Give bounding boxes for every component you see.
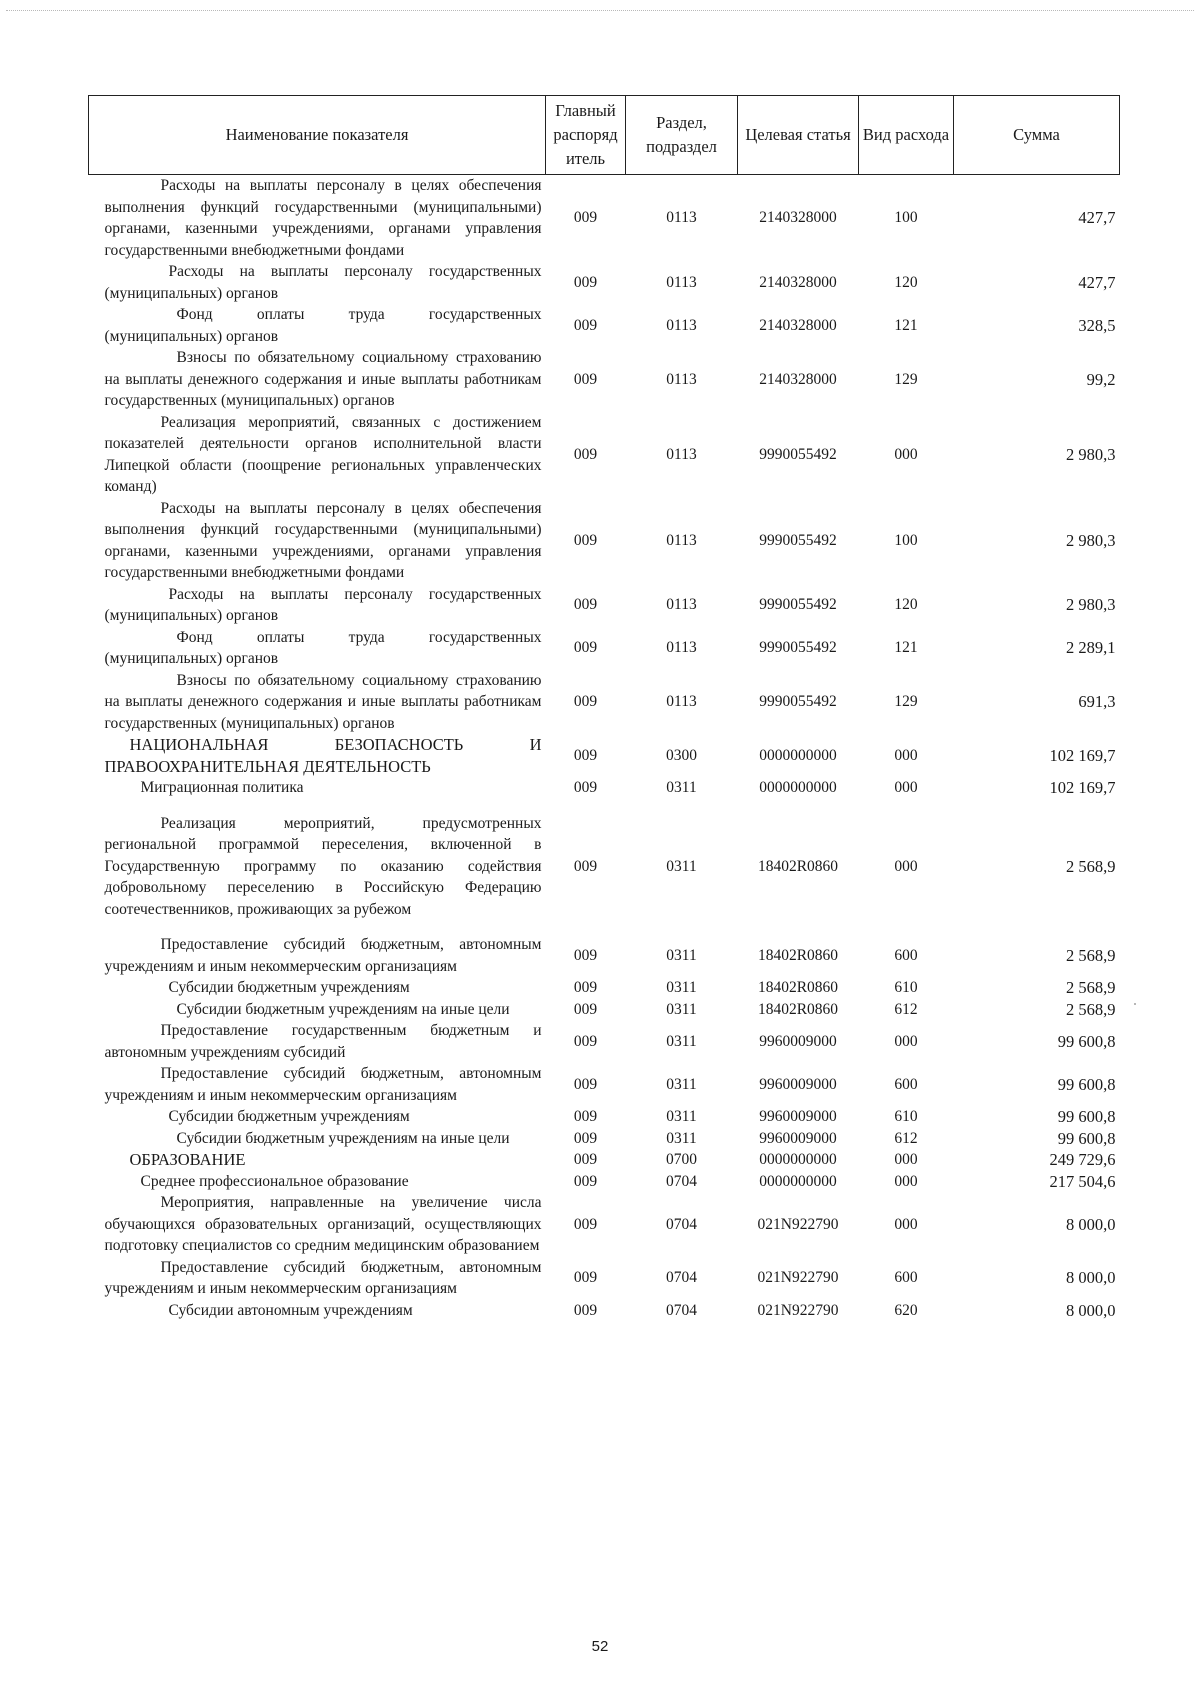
row-section: 0311 bbox=[666, 1108, 697, 1125]
row-sum: 2 980,3 bbox=[1066, 530, 1116, 550]
row-sum: 328,5 bbox=[1078, 315, 1116, 335]
row-name: ОБРАЗОВАНИЕ bbox=[129, 1150, 246, 1169]
row-sum: 2 289,1 bbox=[1066, 638, 1116, 658]
row-name: Субсидии бюджетным учреждениям bbox=[168, 1108, 410, 1125]
row-sum: 427,7 bbox=[1078, 208, 1116, 228]
row-article: 9960009000 bbox=[759, 1075, 837, 1093]
row-grbs: 009 bbox=[573, 979, 598, 996]
row-kind: 610 bbox=[894, 979, 918, 996]
row-sum: 2 980,3 bbox=[1066, 595, 1116, 615]
row-article: 18402R0860 bbox=[757, 1000, 839, 1018]
row-grbs: 009 bbox=[573, 316, 598, 334]
row-grbs: 009 bbox=[573, 1151, 598, 1168]
table-row bbox=[89, 175, 1120, 262]
page-number: 52 bbox=[591, 1638, 609, 1655]
table-header bbox=[89, 96, 1120, 175]
row-article: 18402R0860 bbox=[757, 857, 839, 875]
row-section: 0113 bbox=[666, 370, 697, 388]
table-row bbox=[89, 813, 1120, 921]
row-name: Фонд оплаты труда государственных (муниципальных) органов bbox=[104, 306, 542, 345]
table-row bbox=[89, 412, 1120, 498]
row-grbs: 009 bbox=[573, 1129, 598, 1147]
row-grbs: 009 bbox=[573, 857, 598, 875]
table-row bbox=[89, 304, 1120, 347]
table-row-section bbox=[89, 1149, 1120, 1171]
row-sum: 2 568,9 bbox=[1066, 978, 1116, 997]
row-name: Субсидии бюджетным учреждениям bbox=[168, 979, 410, 996]
row-name: Среднее профессиональное образование bbox=[140, 1172, 409, 1190]
header-kind: Вид расхода bbox=[859, 96, 954, 175]
row-kind: 120 bbox=[894, 596, 918, 614]
row-kind: 620 bbox=[894, 1301, 918, 1319]
row-article: 9990055492 bbox=[759, 596, 837, 614]
row-sum: 99 600,8 bbox=[1057, 1107, 1116, 1126]
row-section: 0311 bbox=[666, 857, 697, 875]
row-kind: 000 bbox=[894, 857, 918, 875]
row-name: Субсидии бюджетным учреждениям на иные цели bbox=[176, 1129, 510, 1147]
row-article: 021N922790 bbox=[757, 1215, 839, 1233]
table-row bbox=[89, 777, 1120, 799]
table-row bbox=[89, 670, 1120, 735]
budget-table bbox=[88, 95, 1120, 1321]
row-sum: 2 568,9 bbox=[1066, 945, 1116, 965]
row-section: 0311 bbox=[666, 1000, 697, 1018]
row-name: Расходы на выплаты персоналу в целях обеспечения выполнения функций государственными (муниципальными) органами, казенными учреждениями, органами управления государственными внебюджетными фондами bbox=[104, 499, 542, 581]
row-kind: 612 bbox=[894, 1000, 918, 1018]
row-article: 9990055492 bbox=[759, 445, 837, 463]
row-section: 0113 bbox=[666, 596, 697, 614]
row-grbs: 009 bbox=[573, 746, 598, 764]
row-sum: 8 000,0 bbox=[1066, 1214, 1116, 1234]
row-article: 021N922790 bbox=[757, 1269, 839, 1287]
row-grbs: 009 bbox=[573, 693, 598, 710]
row-grbs: 009 bbox=[573, 1172, 598, 1190]
row-kind: 612 bbox=[894, 1129, 918, 1147]
table-row bbox=[89, 999, 1120, 1021]
row-section: 0311 bbox=[666, 1129, 697, 1147]
row-article: 18402R0860 bbox=[757, 979, 839, 996]
row-kind: 600 bbox=[894, 1075, 918, 1093]
row-section: 0311 bbox=[666, 979, 697, 996]
row-grbs: 009 bbox=[573, 209, 598, 227]
row-grbs: 009 bbox=[573, 1032, 598, 1050]
row-kind: 000 bbox=[894, 746, 918, 764]
table-row bbox=[89, 1020, 1120, 1063]
row-grbs: 009 bbox=[573, 531, 598, 549]
row-article: 2140328000 bbox=[759, 370, 837, 388]
row-section: 0704 bbox=[666, 1269, 697, 1287]
row-grbs: 009 bbox=[573, 273, 598, 291]
row-sum: 99,2 bbox=[1086, 369, 1116, 389]
header-name: Наименование показателя bbox=[89, 96, 546, 175]
row-kind: 129 bbox=[894, 693, 918, 710]
row-sum: 2 568,9 bbox=[1066, 856, 1116, 876]
row-section: 0113 bbox=[666, 273, 697, 291]
row-grbs: 009 bbox=[573, 1301, 598, 1319]
row-name: Взносы по обязательному социальному страхованию на выплаты денежного содержания и иные выплаты работникам государственных (муниципальных) органов bbox=[104, 349, 542, 409]
row-section: 0311 bbox=[666, 1075, 697, 1093]
row-article: 0000000000 bbox=[759, 1172, 837, 1190]
row-article: 9960009000 bbox=[759, 1129, 837, 1147]
row-section: 0311 bbox=[666, 779, 697, 796]
row-kind: 000 bbox=[894, 445, 918, 463]
row-kind: 600 bbox=[894, 1269, 918, 1287]
row-grbs: 009 bbox=[573, 1108, 598, 1125]
table-spacer bbox=[89, 799, 1120, 813]
table-row bbox=[89, 934, 1120, 977]
row-section: 0113 bbox=[666, 445, 697, 463]
row-name: Реализация мероприятий, предусмотренных региональной программой переселения, включенной в Государственную программу по оказанию содействия добровольному переселению в Российскую Федерацию соотечественников, проживающих за рубежом bbox=[104, 814, 542, 918]
table-row bbox=[89, 347, 1120, 412]
row-kind: 121 bbox=[894, 316, 918, 334]
table-row bbox=[89, 584, 1120, 627]
row-section: 0311 bbox=[666, 1032, 697, 1050]
row-kind: 100 bbox=[894, 531, 918, 549]
row-name: Предоставление субсидий бюджетным, автономным учреждениям и иным некоммерческим организациям bbox=[104, 936, 542, 975]
row-grbs: 009 bbox=[573, 1000, 598, 1018]
row-grbs: 009 bbox=[573, 1269, 598, 1287]
table-spacer bbox=[89, 920, 1120, 934]
row-article: 0000000000 bbox=[759, 1151, 837, 1168]
header-article: Целевая статья bbox=[738, 96, 859, 175]
row-kind: 610 bbox=[894, 1108, 918, 1125]
row-name: Расходы на выплаты персоналу в целях обеспечения выполнения функций государственными (муниципальными) органами, казенными учреждениями, органами управления государственными внебюджетными фондами bbox=[104, 177, 542, 259]
row-article: 9960009000 bbox=[759, 1108, 837, 1125]
row-section: 0113 bbox=[666, 693, 697, 710]
row-name: НАЦИОНАЛЬНАЯ БЕЗОПАСНОСТЬ И ПРАВООХРАНИТЕЛЬНАЯ ДЕЯТЕЛЬНОСТЬ bbox=[104, 735, 542, 776]
row-name: Миграционная политика bbox=[140, 779, 304, 796]
row-article: 2140328000 bbox=[759, 316, 837, 334]
row-grbs: 009 bbox=[573, 1215, 598, 1233]
table-row bbox=[89, 977, 1120, 999]
table-row bbox=[89, 498, 1120, 584]
row-name: Взносы по обязательному социальному страхованию на выплаты денежного содержания и иные выплаты работникам государственных (муниципальных) органов bbox=[104, 671, 542, 732]
header-section: Раздел, подраздел bbox=[626, 96, 738, 175]
row-sum: 691,3 bbox=[1078, 692, 1116, 711]
row-name: Субсидии автономным учреждениям bbox=[168, 1301, 413, 1319]
header-sum: Сумма bbox=[954, 96, 1120, 175]
row-sum: 2 568,9 bbox=[1066, 999, 1116, 1019]
row-article: 2140328000 bbox=[759, 273, 837, 291]
row-section: 0113 bbox=[666, 209, 697, 227]
row-grbs: 009 bbox=[573, 639, 598, 657]
header-grbs: Главный распоряд итель bbox=[546, 96, 626, 175]
row-sum: 217 504,6 bbox=[1049, 1171, 1116, 1191]
row-article: 2140328000 bbox=[759, 209, 837, 227]
row-sum: 99 600,8 bbox=[1057, 1128, 1116, 1148]
row-kind: 000 bbox=[894, 1172, 918, 1190]
table-row bbox=[89, 261, 1120, 304]
row-article: 9990055492 bbox=[759, 693, 837, 710]
row-name: Субсидии бюджетным учреждениям на иные цели bbox=[176, 1000, 510, 1018]
row-name: Расходы на выплаты персоналу государственных (муниципальных) органов bbox=[104, 263, 542, 302]
row-section: 0704 bbox=[666, 1301, 697, 1319]
row-section: 0113 bbox=[666, 531, 697, 549]
table-row bbox=[89, 627, 1120, 670]
row-section: 0113 bbox=[666, 316, 697, 334]
row-name: Реализация мероприятий, связанных с достижением показателей деятельности органов исполнительной власти Липецкой области (поощрение региональных управленческих команд) bbox=[104, 413, 542, 495]
row-name: Предоставление государственным бюджетным и автономным учреждениям субсидий bbox=[104, 1022, 542, 1061]
row-article: 9990055492 bbox=[759, 639, 837, 657]
row-sum: 99 600,8 bbox=[1057, 1031, 1116, 1051]
scan-top-rule bbox=[6, 10, 1194, 11]
row-grbs: 009 bbox=[573, 445, 598, 463]
scan-speck bbox=[1134, 1003, 1136, 1005]
row-kind: 000 bbox=[894, 779, 918, 796]
row-name: Предоставление субсидий бюджетным, автономным учреждениям и иным некоммерческим организациям bbox=[104, 1258, 542, 1297]
row-article: 9960009000 bbox=[759, 1032, 837, 1050]
row-sum: 2 980,3 bbox=[1066, 444, 1116, 464]
row-kind: 129 bbox=[894, 370, 918, 388]
row-kind: 000 bbox=[894, 1151, 918, 1168]
row-kind: 121 bbox=[894, 639, 918, 657]
row-grbs: 009 bbox=[573, 596, 598, 614]
row-kind: 120 bbox=[894, 273, 918, 291]
table-row bbox=[89, 1192, 1120, 1257]
row-kind: 100 bbox=[894, 209, 918, 227]
row-section: 0311 bbox=[666, 946, 697, 964]
row-name: Мероприятия, направленные на увеличение числа обучающихся образовательных организаций, осуществляющих подготовку специалистов со средним медицинским образованием bbox=[104, 1194, 542, 1254]
row-sum: 99 600,8 bbox=[1057, 1074, 1116, 1094]
row-section: 0704 bbox=[666, 1172, 697, 1190]
table-row bbox=[89, 1106, 1120, 1128]
row-name: Фонд оплаты труда государственных (муниципальных) органов bbox=[104, 628, 542, 667]
row-grbs: 009 bbox=[573, 779, 598, 796]
row-name: Предоставление субсидий бюджетным, автономным учреждениям и иным некоммерческим организациям bbox=[104, 1065, 542, 1104]
row-section: 0113 bbox=[666, 639, 697, 657]
row-article: 0000000000 bbox=[759, 746, 837, 764]
row-sum: 249 729,6 bbox=[1049, 1150, 1116, 1169]
row-section: 0300 bbox=[666, 746, 697, 764]
table-row bbox=[89, 1171, 1120, 1193]
table-row-section bbox=[89, 734, 1120, 777]
table-body bbox=[89, 175, 1120, 1322]
table-row bbox=[89, 1257, 1120, 1300]
table-row bbox=[89, 1300, 1120, 1322]
row-article: 18402R0860 bbox=[757, 946, 839, 964]
row-sum: 102 169,7 bbox=[1049, 745, 1116, 765]
row-article: 021N922790 bbox=[757, 1301, 839, 1319]
row-sum: 102 169,7 bbox=[1049, 778, 1116, 797]
row-article: 0000000000 bbox=[759, 779, 837, 796]
row-name: Расходы на выплаты персоналу государственных (муниципальных) органов bbox=[104, 585, 542, 624]
row-sum: 8 000,0 bbox=[1066, 1268, 1116, 1288]
table-row bbox=[89, 1063, 1120, 1106]
row-grbs: 009 bbox=[573, 946, 598, 964]
row-article: 9990055492 bbox=[759, 531, 837, 549]
row-grbs: 009 bbox=[573, 1075, 598, 1093]
row-sum: 8 000,0 bbox=[1066, 1300, 1116, 1320]
row-kind: 000 bbox=[894, 1215, 918, 1233]
row-grbs: 009 bbox=[573, 370, 598, 388]
row-sum: 427,7 bbox=[1078, 272, 1116, 292]
row-kind: 600 bbox=[894, 946, 918, 964]
row-kind: 000 bbox=[894, 1032, 918, 1050]
row-section: 0700 bbox=[666, 1151, 697, 1168]
table-row bbox=[89, 1128, 1120, 1150]
row-section: 0704 bbox=[666, 1215, 697, 1233]
